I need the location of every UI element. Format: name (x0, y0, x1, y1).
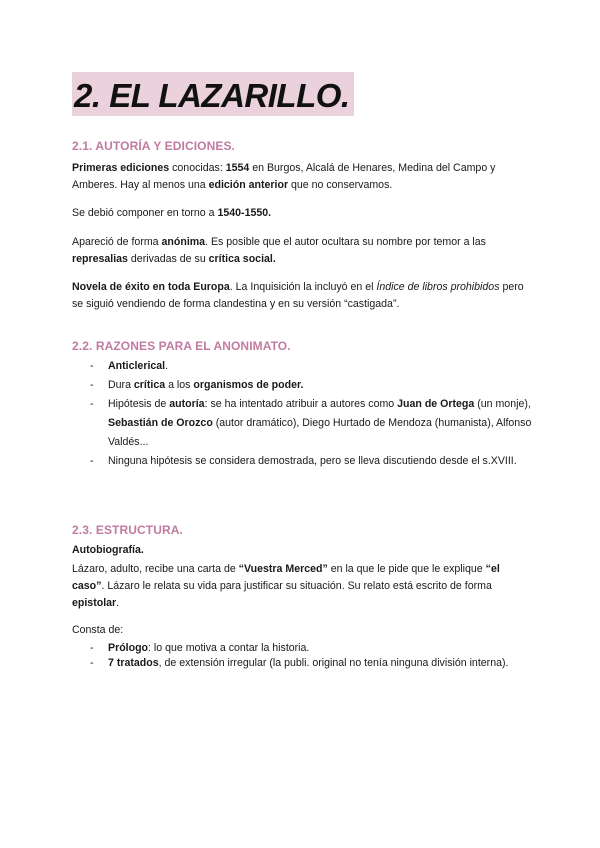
text: conocidas: (169, 162, 226, 174)
text: a los (165, 379, 194, 391)
list-item: - Ninguna hipótesis se considera demostrada, pero se lleva discutiendo desde el s.XVIII. (72, 452, 534, 471)
paragraph-fecha (72, 205, 534, 222)
bold-text: “el caso” (72, 563, 500, 592)
text: . (165, 360, 169, 372)
list-item (72, 641, 534, 656)
bold-text: crítica (133, 379, 166, 391)
paragraph-lazaro (72, 561, 534, 612)
text: en la que le pide que le explique (327, 563, 486, 575)
bold-text: 1554 (225, 162, 250, 174)
bold-text: anónima (161, 236, 206, 248)
text: que no conservamos. (288, 179, 393, 191)
list-item (72, 376, 534, 395)
paragraph-consta: Consta de: (72, 624, 124, 636)
text: (autor dramático), Diego Hurtado de Mendoza (humanista), Alfonso Valdés... (108, 417, 532, 448)
bold-text: autoría (169, 398, 205, 410)
section-heading-autoria: 2.1. AUTORÍA Y EDICIONES. (72, 139, 235, 153)
text: (un monje), (474, 398, 531, 410)
bold-text: Novela de éxito en toda Europa (72, 281, 230, 293)
bold-text: “Vuestra Merced” (238, 563, 328, 575)
text: , de extensión irregular (la publi. original no tenía ninguna división interna). (158, 657, 509, 669)
italic-text: Índice de libros prohibidos (376, 281, 500, 293)
paragraph-primeras-ediciones (72, 160, 534, 194)
paragraph-anonima (72, 234, 534, 268)
text: . Es posible que el autor ocultara su nombre por temor a las (205, 236, 486, 248)
bold-text: represalias (72, 253, 128, 265)
text: Se debió componer en torno a (72, 207, 218, 219)
bold-text: Autobiografía. (72, 544, 144, 556)
bold-text: epistolar (72, 597, 117, 609)
section-heading-razones: 2.2. RAZONES PARA EL ANONIMATO. (72, 339, 291, 353)
text: derivadas de su (127, 253, 209, 265)
bold-text: Sebastián de Orozco (108, 417, 213, 429)
text: Dura (108, 379, 134, 391)
text: Lázaro, adulto, recibe una carta de (72, 563, 239, 575)
list-item (72, 395, 534, 452)
text: pero se siguió vendiendo de forma clandestina y en su versión “castigada”. (72, 281, 524, 310)
text: . (116, 597, 120, 609)
text: : se ha intentado atribuir a autores como (204, 398, 398, 410)
text: Hipótesis de (108, 398, 170, 410)
bold-text: crítica social. (208, 253, 276, 265)
paragraph-exito (72, 279, 534, 313)
subheading-autobiografia (72, 542, 534, 559)
bold-text: organismos de poder. (193, 379, 304, 391)
razones-list (72, 357, 534, 471)
page-title: 2. EL LAZARILLO. (72, 72, 354, 116)
bold-text: Juan de Ortega (397, 398, 475, 410)
bold-text: edición anterior (208, 179, 289, 191)
section-heading-estructura: 2.3. ESTRUCTURA. (72, 523, 183, 537)
estructura-list (72, 641, 534, 671)
bold-text: 7 tratados (108, 657, 159, 669)
text: . Lázaro le relata su vida para justificar su situación. Su relato está escrito de forma (101, 580, 492, 592)
bold-text: Prólogo (108, 642, 149, 654)
bold-text: Anticlerical (108, 360, 166, 372)
bold-text: Primeras ediciones (72, 162, 170, 174)
text: . La Inquisición la incluyó en el (229, 281, 377, 293)
list-item (72, 357, 534, 376)
text: Apareció de forma (72, 236, 162, 248)
bold-text: 1540-1550. (217, 207, 272, 219)
text: : lo que motiva a contar la historia. (148, 642, 310, 654)
text: en Burgos, Alcalá de Henares, Medina del Campo y Amberes. Hay al menos una (72, 162, 496, 191)
list-item (72, 656, 534, 671)
